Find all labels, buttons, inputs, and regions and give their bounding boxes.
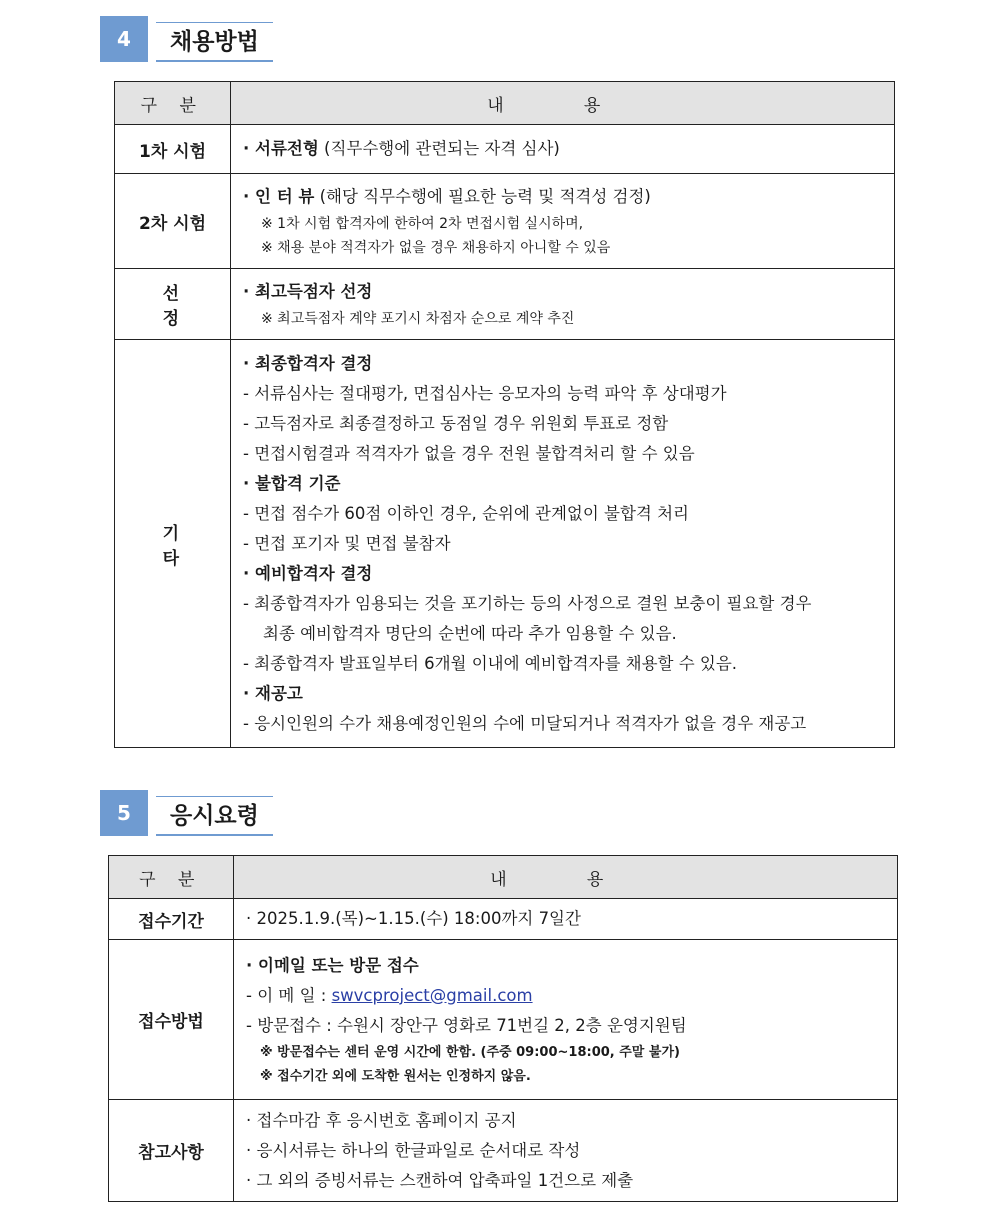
recruitment-method-table xyxy=(114,81,895,748)
row-content-exam1 xyxy=(231,125,895,174)
reserve-item-2: - 최종합격자 발표일부터 6개월 이내에 예비합격자를 채용할 수 있음. xyxy=(243,653,738,673)
row-content-etc xyxy=(231,340,895,748)
reference-item-3: · 그 외의 증빙서류는 스캔하여 압축파일 1건으로 제출 xyxy=(246,1170,634,1190)
table-row xyxy=(115,269,895,340)
reserve-title: · 예비합격자 결정 xyxy=(243,563,373,583)
table-row xyxy=(115,340,895,748)
exam1-item: · 서류전형 xyxy=(243,139,319,158)
method-note-1: ※ 방문접수는 센터 운영 시간에 한함. (주중 09:00~18:00, 주말 불가) xyxy=(260,1044,680,1060)
table-row xyxy=(115,125,895,174)
repost-title: · 재공고 xyxy=(243,683,303,703)
final-title: · 최종합격자 결정 xyxy=(243,353,373,373)
selection-note: ※ 최고득점자 계약 포기시 차점자 순으로 계약 추진 xyxy=(261,311,575,327)
reference-item-2: · 응시서류는 하나의 한글파일로 순서대로 작성 xyxy=(246,1140,581,1160)
header-category: 구 분 xyxy=(115,82,231,125)
fail-item-2: - 면접 포기자 및 면접 불참자 xyxy=(243,533,451,553)
final-item-1: - 서류심사는 절대평가, 면접심사는 응모자의 능력 파악 후 상대평가 xyxy=(243,383,727,403)
header-content: 내 용 xyxy=(231,82,895,125)
table-row xyxy=(109,940,898,1100)
fail-item-1: - 면접 점수가 60점 이하인 경우, 순위에 관계없이 불합격 처리 xyxy=(243,503,689,523)
row-content-period xyxy=(234,899,898,940)
section-4-heading xyxy=(100,16,273,62)
row-label-method: 접수방법 xyxy=(109,940,234,1100)
email-prefix: - 이 메 일 : xyxy=(246,985,332,1005)
row-content-selection xyxy=(231,269,895,340)
final-item-2: - 고득점자로 최종결정하고 동점일 경우 위원회 투표로 정함 xyxy=(243,413,669,433)
period-text: · 2025.1.9.(목)~1.15.(수) 18:00까지 7일간 xyxy=(246,909,581,928)
fail-title: · 불합격 기준 xyxy=(243,473,341,493)
table-row xyxy=(109,899,898,940)
table-row xyxy=(109,1100,898,1202)
reference-item-1: · 접수마감 후 응시번호 홈페이지 공지 xyxy=(246,1110,517,1130)
exam2-desc: (해당 직무수행에 필요한 능력 및 적격성 검정) xyxy=(314,187,651,206)
reserve-item-1a: - 최종합격자가 임용되는 것을 포기하는 등의 사정으로 결원 보충이 필요할 경우 xyxy=(243,593,812,613)
selection-item: · 최고득점자 선정 xyxy=(243,282,373,301)
exam1-desc: (직무수행에 관련되는 자격 심사) xyxy=(318,139,560,158)
table-header-row xyxy=(109,856,898,899)
row-label-reference: 참고사항 xyxy=(109,1100,234,1202)
repost-item-1: - 응시인원의 수가 채용예정인원의 수에 미달되거나 적격자가 없을 경우 재공고 xyxy=(243,713,807,733)
application-guide-table xyxy=(108,855,898,1202)
final-item-3: - 면접시험결과 적격자가 없을 경우 전원 불합격처리 할 수 있음 xyxy=(243,443,695,463)
section-title: 응시요령 xyxy=(156,796,273,836)
exam2-note1: ※ 1차 시험 합격자에 한하여 2차 면접시험 실시하며, xyxy=(261,216,584,232)
section-number: 5 xyxy=(100,790,148,836)
row-content-exam2 xyxy=(231,174,895,269)
row-label-selection: 선 정 xyxy=(115,269,231,340)
table-header-row xyxy=(115,82,895,125)
section-5-heading xyxy=(100,790,273,836)
row-label-etc: 기 타 xyxy=(115,340,231,748)
method-title: · 이메일 또는 방문 접수 xyxy=(246,955,419,975)
exam2-item: · 인 터 뷰 xyxy=(243,187,315,206)
section-number: 4 xyxy=(100,16,148,62)
row-label-exam2: 2차 시험 xyxy=(115,174,231,269)
row-label-exam1: 1차 시험 xyxy=(115,125,231,174)
header-content: 내 용 xyxy=(234,856,898,899)
method-note-2: ※ 접수기간 외에 도착한 원서는 인정하지 않음. xyxy=(260,1068,531,1084)
table-row xyxy=(115,174,895,269)
reserve-item-1b: 최종 예비합격자 명단의 순번에 따라 추가 임용할 수 있음. xyxy=(263,623,677,643)
row-label-period: 접수기간 xyxy=(109,899,234,940)
row-content-reference xyxy=(234,1100,898,1202)
exam2-note2: ※ 채용 분야 적격자가 없을 경우 채용하지 아니할 수 있음 xyxy=(261,240,611,256)
row-content-method xyxy=(234,940,898,1100)
header-category: 구 분 xyxy=(109,856,234,899)
email-link[interactable]: swvcproject@gmail.com xyxy=(331,985,533,1005)
section-title: 채용방법 xyxy=(156,22,273,62)
visit-info: - 방문접수 : 수원시 장안구 영화로 71번길 2, 2층 운영지원팀 xyxy=(246,1015,687,1035)
